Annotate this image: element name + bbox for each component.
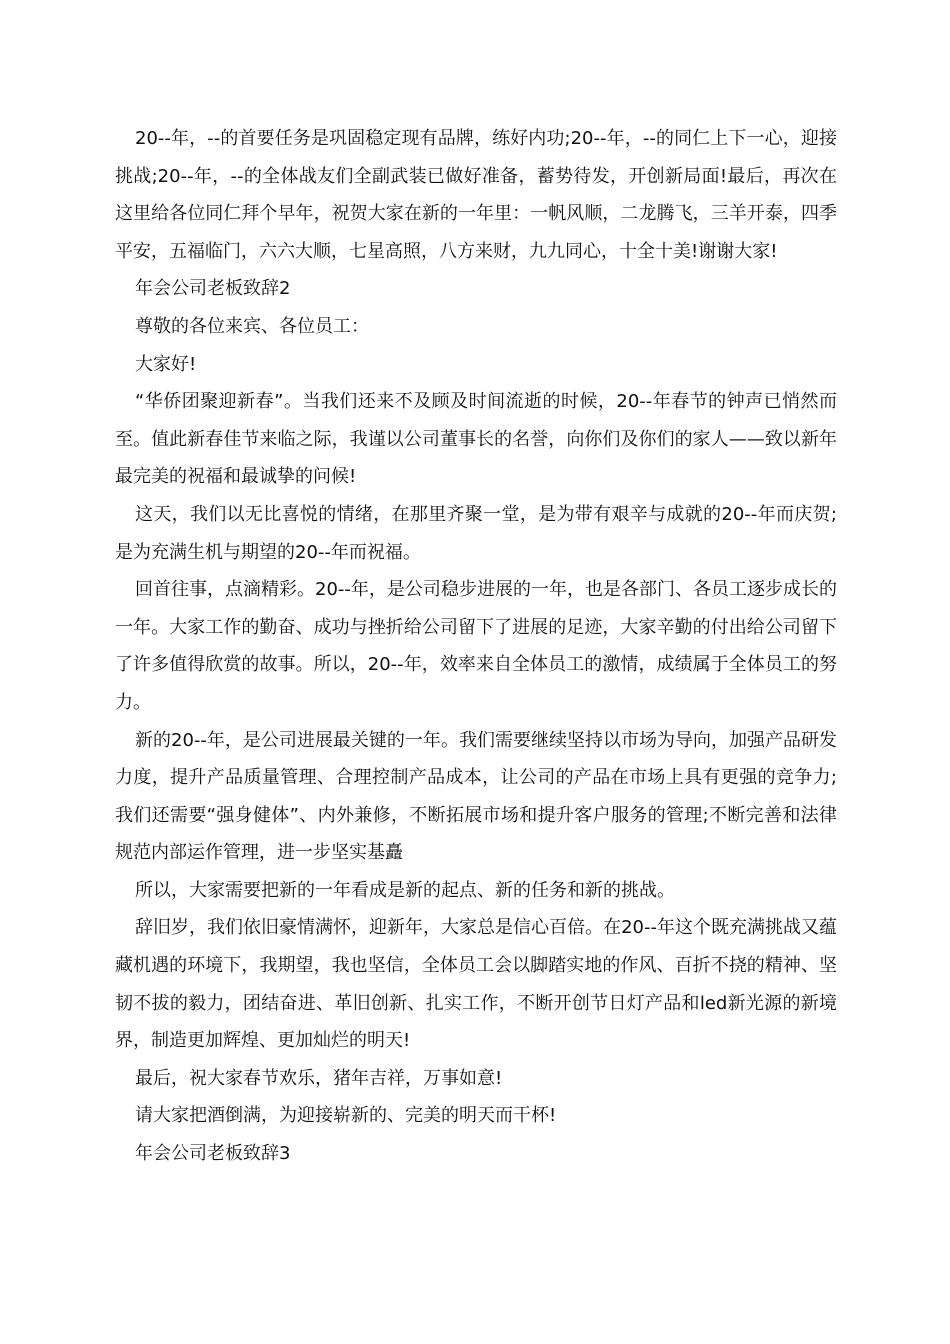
paragraph-salutation: 尊敬的各位来宾、各位员工： <box>135 315 369 337</box>
paragraph-key-year: 新的20--年，是公司进展最关键的一年。我们需要继续坚持以市场为导向，加强产品研发力度，提升产品质量管理、合理控制产品成本，让公司的产品在市场上具有更强的竞争力;我们还需要“强身健体”、内外兼修，不断拓展市场和提升客户服务的管理;不断完善和法律规范内部运作管理，进一步坚实基矗 <box>115 729 837 864</box>
paragraph-retrospective: 回首往事，点滴精彩。20--年，是公司稳步进展的一年，也是各部门、各员工逐步成长的一年。大家工作的勤奋、成功与挫折给公司留下了进展的足迹，大家辛勤的付出给公司留下了许多值得欣赏的故事。所以，20--年，效率来自全体员工的激情，成绩属于全体员工的努力。 <box>115 579 837 713</box>
paragraph-new-starting-point: 所以，大家需要把新的一年看成是新的起点、新的任务和新的挑战。 <box>135 879 675 901</box>
paragraph-gathering: 这天，我们以无比喜悦的情绪，在那里齐聚一堂，是为带有艰辛与成就的20--年而庆贺;是为充满生机与期望的20--年而祝福。 <box>115 503 837 563</box>
document-page <box>115 120 837 1173</box>
section-heading-speech-2: 年会公司老板致辞2 <box>135 278 291 300</box>
paragraph-greeting: 大家好! <box>135 353 197 375</box>
paragraph-new-year-arrival: “华侨团聚迎新春”。当我们还来不及顾及时间流逝的时候，20--年春节的钟声已悄然而至。值此新春佳节来临之际，我谨以公司董事长的名誉，向你们及你们的家人——致以新年最完美的祝福和最诚挚的问候! <box>115 391 837 488</box>
paragraph-toast: 请大家把酒倒满，为迎接崭新的、完美的明天而干杯! <box>135 1105 557 1127</box>
paragraph-festival-wishes: 最后，祝大家春节欢乐，猪年吉祥，万事如意! <box>135 1067 503 1089</box>
section-heading-speech-3: 年会公司老板致辞3 <box>135 1143 291 1165</box>
paragraph-confidence: 辞旧岁，我们依旧豪情满怀，迎新年，大家总是信心百倍。在20--年这个既充满挑战又蕴藏机遇的环境下，我期望，我也坚信，全体员工会以脚踏实地的作风、百折不挠的精神、坚韧不拔的毅力，团结奋进、革旧创新、扎实工作，不断开创节日灯产品和led新光源的新境界，制造更加辉煌、更加灿烂的明天! <box>115 917 837 1052</box>
paragraph-closing-wishes: 20--年，--的首要任务是巩固稳定现有品牌，练好内功;20--年，--的同仁上下一心，迎接挑战;20--年，--的全体战友们全副武装已做好准备，蓄势待发，开创新局面!最后，再次在这里给各位同仁拜个早年，祝贺大家在新的一年里：一帆风顺，二龙腾飞，三羊开泰，四季平安，五福临门，六六大顺，七星高照，八方来财，九九同心，十全十美!谢谢大家! <box>115 128 837 262</box>
